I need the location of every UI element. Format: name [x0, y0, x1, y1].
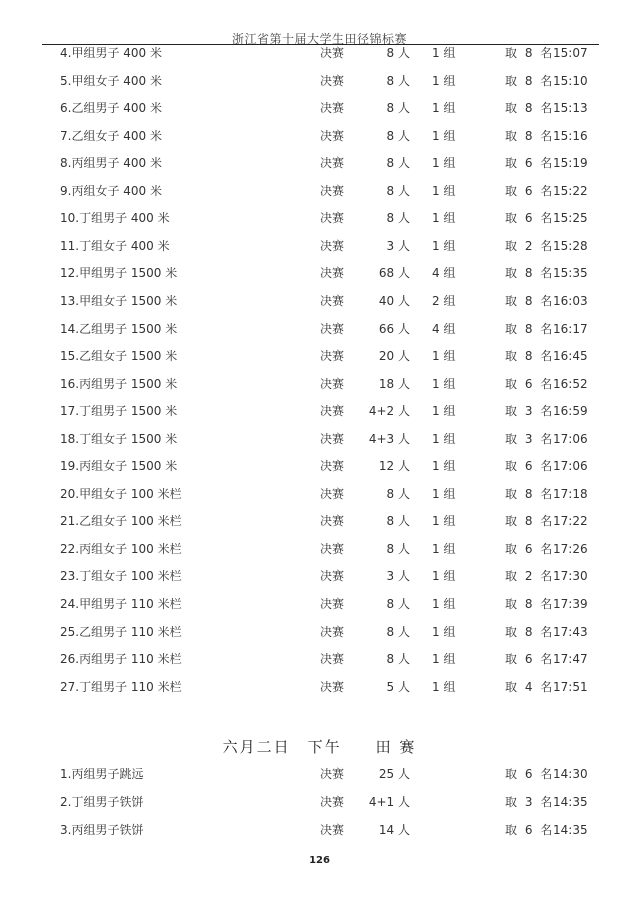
event-round: 决赛 [320, 569, 345, 584]
entrant-count: 8 人 [386, 128, 410, 143]
qualify-count: 取 8 名 [505, 73, 555, 88]
event-round: 决赛 [320, 767, 345, 781]
schedule-row [0, 765, 639, 783]
schedule-row [0, 237, 639, 255]
event-name: 19.丙组女子 1500 米 [60, 459, 178, 474]
start-time: 17:51 [553, 679, 588, 694]
start-time: 15:19 [553, 156, 588, 171]
qualify-count: 取 8 名 [505, 349, 555, 364]
start-time: 16:17 [553, 321, 588, 336]
event-name: 1.丙组男子跳远 [60, 767, 144, 781]
qualify-count: 取 8 名 [505, 101, 555, 116]
start-time: 17:06 [553, 459, 588, 474]
group-count: 2 组 [432, 293, 456, 308]
schedule-row [0, 567, 639, 585]
entrant-count: 4+3 人 [368, 431, 410, 446]
entrant-count: 8 人 [386, 486, 410, 501]
entrant-count: 8 人 [386, 652, 410, 667]
event-name: 13.甲组女子 1500 米 [60, 293, 178, 308]
event-round: 决赛 [320, 795, 345, 809]
qualify-count: 取 8 名 [505, 624, 555, 639]
event-round: 决赛 [320, 624, 345, 639]
schedule-row [0, 595, 639, 613]
schedule-row [0, 99, 639, 117]
start-time: 17:22 [553, 514, 588, 529]
start-time: 14:30 [553, 767, 588, 781]
entrant-count: 20 人 [378, 349, 410, 364]
start-time: 15:22 [553, 183, 588, 198]
start-time: 17:06 [553, 431, 588, 446]
event-name: 24.甲组男子 110 米栏 [60, 597, 182, 611]
entrant-count: 3 人 [386, 569, 410, 584]
entrant-count: 4+1 人 [368, 795, 410, 809]
event-name: 10.丁组男子 400 米 [60, 211, 170, 226]
entrant-count: 3 人 [386, 238, 410, 253]
group-count: 1 组 [432, 376, 456, 391]
group-count: 1 组 [432, 679, 456, 694]
entrant-count: 68 人 [378, 266, 410, 281]
schedule-row [0, 264, 639, 282]
schedule-row [0, 430, 639, 448]
start-time: 17:47 [553, 652, 588, 667]
event-name: 7.乙组女子 400 米 [60, 128, 162, 143]
start-time: 15:35 [553, 266, 588, 281]
schedule-row [0, 375, 639, 393]
event-name: 17.丁组男子 1500 米 [60, 404, 178, 419]
schedule-row [0, 402, 639, 420]
event-round: 决赛 [320, 597, 345, 611]
start-time: 17:43 [553, 624, 588, 639]
qualify-count: 取 2 名 [505, 238, 555, 253]
start-time: 17:39 [553, 597, 588, 611]
event-round: 决赛 [320, 293, 345, 308]
entrant-count: 66 人 [378, 321, 410, 336]
entrant-count: 8 人 [386, 156, 410, 171]
event-round: 决赛 [320, 486, 345, 501]
qualify-count: 取 8 名 [505, 597, 555, 611]
event-round: 决赛 [320, 183, 345, 198]
event-name: 14.乙组男子 1500 米 [60, 321, 178, 336]
event-round: 决赛 [320, 376, 345, 391]
event-round: 决赛 [320, 128, 345, 143]
schedule-row [0, 623, 639, 641]
event-name: 20.甲组女子 100 米栏 [60, 486, 182, 501]
event-name: 27.丁组男子 110 米栏 [60, 679, 182, 694]
field-section-title: 六月二日 下午 田 赛 [222, 738, 417, 756]
page-number: 126 [309, 855, 330, 866]
group-count: 1 组 [432, 46, 456, 60]
entrant-count: 5 人 [386, 679, 410, 694]
schedule-row [0, 292, 639, 310]
event-round: 决赛 [320, 823, 345, 837]
start-time: 14:35 [553, 823, 588, 837]
entrant-count: 8 人 [386, 541, 410, 556]
qualify-count: 取 3 名 [505, 404, 555, 419]
schedule-row [0, 821, 639, 839]
entrant-count: 8 人 [386, 73, 410, 88]
schedule-row [0, 793, 639, 811]
qualify-count: 取 8 名 [505, 128, 555, 143]
qualify-count: 取 6 名 [505, 183, 555, 198]
schedule-row [0, 72, 639, 90]
start-time: 17:26 [553, 541, 588, 556]
event-round: 决赛 [320, 101, 345, 116]
schedule-row [0, 457, 639, 475]
event-round: 决赛 [320, 404, 345, 419]
schedule-row [0, 347, 639, 365]
event-name: 8.丙组男子 400 米 [60, 156, 162, 171]
event-round: 决赛 [320, 514, 345, 529]
entrant-count: 12 人 [378, 459, 410, 474]
event-round: 决赛 [320, 266, 345, 281]
entrant-count: 8 人 [386, 101, 410, 116]
qualify-count: 取 6 名 [505, 459, 555, 474]
qualify-count: 取 8 名 [505, 266, 555, 281]
qualify-count: 取 3 名 [505, 795, 555, 809]
entrant-count: 8 人 [386, 597, 410, 611]
schedule-row [0, 320, 639, 338]
event-round: 决赛 [320, 652, 345, 667]
event-round: 决赛 [320, 73, 345, 88]
event-name: 16.丙组男子 1500 米 [60, 376, 178, 391]
event-round: 决赛 [320, 459, 345, 474]
schedule-row [0, 650, 639, 668]
group-count: 1 组 [432, 624, 456, 639]
group-count: 1 组 [432, 183, 456, 198]
event-round: 决赛 [320, 431, 345, 446]
start-time: 15:07 [553, 46, 588, 60]
entrant-count: 18 人 [378, 376, 410, 391]
group-count: 1 组 [432, 541, 456, 556]
schedule-row [0, 182, 639, 200]
qualify-count: 取 6 名 [505, 541, 555, 556]
group-count: 1 组 [432, 128, 456, 143]
event-round: 决赛 [320, 321, 345, 336]
event-round: 决赛 [320, 349, 345, 364]
qualify-count: 取 6 名 [505, 156, 555, 171]
event-name: 12.甲组男子 1500 米 [60, 266, 178, 281]
start-time: 17:30 [553, 569, 588, 584]
event-name: 22.丙组女子 100 米栏 [60, 541, 182, 556]
schedule-row [0, 209, 639, 227]
entrant-count: 8 人 [386, 46, 410, 60]
entrant-count: 25 人 [378, 767, 410, 781]
start-time: 14:35 [553, 795, 588, 809]
event-name: 21.乙组女子 100 米栏 [60, 514, 182, 529]
group-count: 1 组 [432, 404, 456, 419]
start-time: 16:03 [553, 293, 588, 308]
event-round: 决赛 [320, 679, 345, 694]
qualify-count: 取 8 名 [505, 514, 555, 529]
event-name: 23.丁组女子 100 米栏 [60, 569, 182, 584]
group-count: 1 组 [432, 349, 456, 364]
entrant-count: 8 人 [386, 183, 410, 198]
group-count: 1 组 [432, 486, 456, 501]
start-time: 15:13 [553, 101, 588, 116]
qualify-count: 取 6 名 [505, 652, 555, 667]
group-count: 1 组 [432, 459, 456, 474]
group-count: 4 组 [432, 266, 456, 281]
start-time: 16:59 [553, 404, 588, 419]
event-name: 4.甲组男子 400 米 [60, 46, 162, 60]
start-time: 15:16 [553, 128, 588, 143]
start-time: 15:28 [553, 238, 588, 253]
group-count: 1 组 [432, 73, 456, 88]
group-count: 1 组 [432, 156, 456, 171]
event-name: 2.丁组男子铁饼 [60, 795, 144, 809]
event-name: 25.乙组男子 110 米栏 [60, 624, 182, 639]
group-count: 1 组 [432, 238, 456, 253]
entrant-count: 4+2 人 [368, 404, 410, 419]
qualify-count: 取 8 名 [505, 321, 555, 336]
entrant-count: 40 人 [378, 293, 410, 308]
qualify-count: 取 8 名 [505, 486, 555, 501]
event-name: 6.乙组男子 400 米 [60, 101, 162, 116]
start-time: 16:52 [553, 376, 588, 391]
event-name: 3.丙组男子铁饼 [60, 823, 144, 837]
schedule-row [0, 678, 639, 696]
entrant-count: 8 人 [386, 624, 410, 639]
qualify-count: 取 4 名 [505, 679, 555, 694]
event-round: 决赛 [320, 156, 345, 171]
schedule-row [0, 485, 639, 503]
start-time: 15:25 [553, 211, 588, 226]
entrant-count: 14 人 [378, 823, 410, 837]
event-name: 18.丁组女子 1500 米 [60, 431, 178, 446]
group-count: 1 组 [432, 211, 456, 226]
qualify-count: 取 6 名 [505, 376, 555, 391]
qualify-count: 取 2 名 [505, 569, 555, 584]
group-count: 1 组 [432, 597, 456, 611]
event-round: 决赛 [320, 211, 345, 226]
event-name: 26.丙组男子 110 米栏 [60, 652, 182, 667]
schedule-row [0, 540, 639, 558]
start-time: 15:10 [553, 73, 588, 88]
event-name: 15.乙组女子 1500 米 [60, 349, 178, 364]
group-count: 4 组 [432, 321, 456, 336]
group-count: 1 组 [432, 569, 456, 584]
qualify-count: 取 8 名 [505, 293, 555, 308]
schedule-row [0, 127, 639, 145]
qualify-count: 取 6 名 [505, 767, 555, 781]
event-round: 决赛 [320, 541, 345, 556]
start-time: 16:45 [553, 349, 588, 364]
entrant-count: 8 人 [386, 211, 410, 226]
schedule-row [0, 512, 639, 530]
group-count: 1 组 [432, 431, 456, 446]
start-time: 17:18 [553, 486, 588, 501]
page-header-title: 浙江省第十届大学生田径锦标赛 [231, 32, 407, 46]
group-count: 1 组 [432, 101, 456, 116]
event-name: 9.丙组女子 400 米 [60, 183, 162, 198]
group-count: 1 组 [432, 652, 456, 667]
event-round: 决赛 [320, 46, 345, 60]
qualify-count: 取 6 名 [505, 823, 555, 837]
schedule-row [0, 44, 639, 62]
group-count: 1 组 [432, 514, 456, 529]
event-name: 11.丁组女子 400 米 [60, 238, 170, 253]
qualify-count: 取 6 名 [505, 211, 555, 226]
event-round: 决赛 [320, 238, 345, 253]
qualify-count: 取 3 名 [505, 431, 555, 446]
entrant-count: 8 人 [386, 514, 410, 529]
qualify-count: 取 8 名 [505, 46, 555, 60]
schedule-row [0, 154, 639, 172]
event-name: 5.甲组女子 400 米 [60, 73, 162, 88]
